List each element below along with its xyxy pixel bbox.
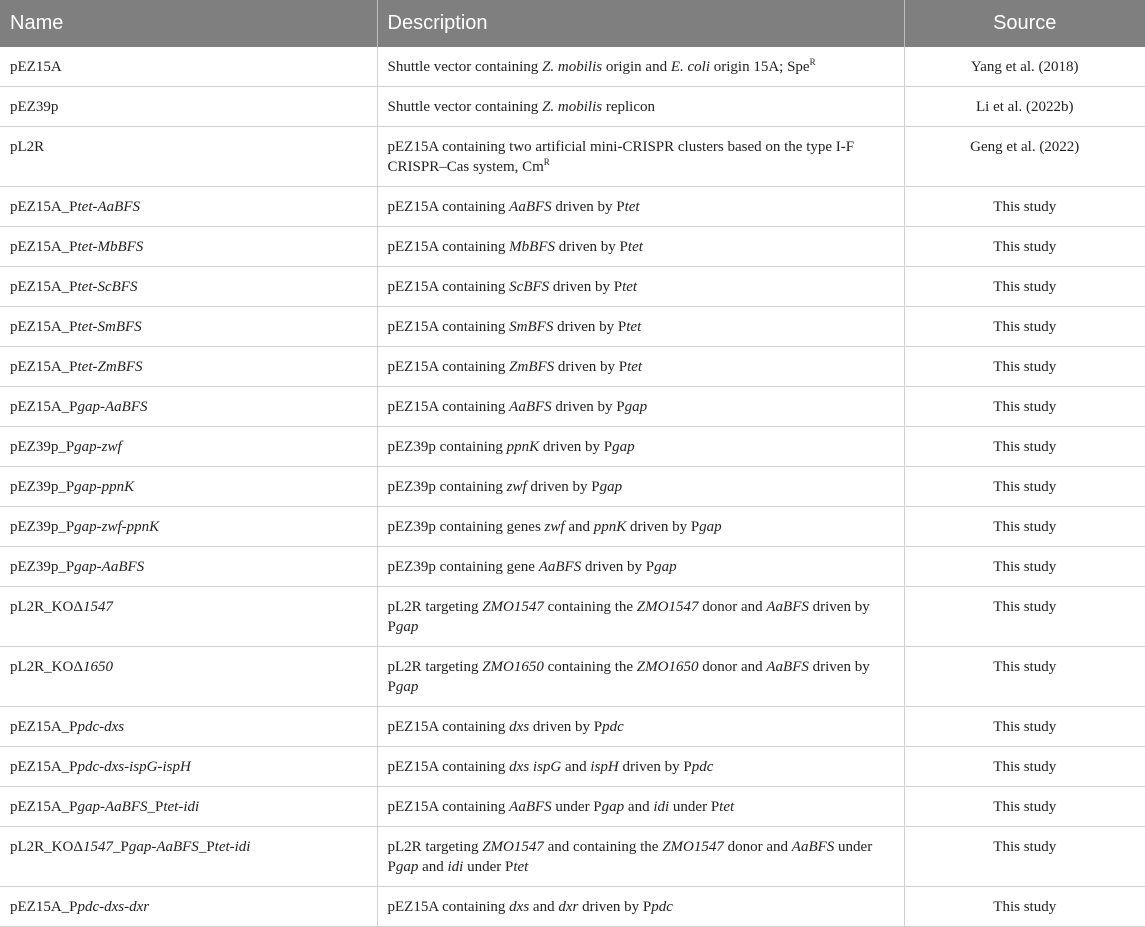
cell-source: This study <box>993 899 1057 915</box>
cell-description: pL2R targeting ZMO1547 and containing the ZMO1547 donor and AaBFS under Pgap and idi under Ptet <box>377 827 904 887</box>
cell-description: pEZ39p containing ppnK driven by Pgap <box>377 427 904 467</box>
cell-name: pEZ15A_Ptet-AaBFS <box>0 187 377 227</box>
cell-source: This study <box>993 599 1057 615</box>
cell-description: Shuttle vector containing Z. mobilis origin and E. coli origin 15A; Spe$^R$ <box>377 47 904 87</box>
table-row <box>0 887 1145 927</box>
cell-name: pEZ15A_Ppdc-dxs <box>0 707 377 747</box>
table-row <box>0 507 1145 547</box>
table-row <box>0 387 1145 427</box>
cell-source: This study <box>993 319 1057 335</box>
table-body <box>0 47 1145 927</box>
cell-description: pEZ15A containing MbBFS driven by Ptet <box>377 227 904 267</box>
cell-name: pEZ39p_Pgap-ppnK <box>0 467 377 507</box>
cell-source: This study <box>993 719 1057 735</box>
table-row <box>0 47 1145 87</box>
table-row <box>0 267 1145 307</box>
table-row <box>0 227 1145 267</box>
cell-name: pEZ15A_Ppdc-dxs-dxr <box>0 887 377 927</box>
table-row <box>0 467 1145 507</box>
header-source: Source <box>993 12 1057 34</box>
cell-source: Li et al. (2022b) <box>976 99 1074 115</box>
cell-name: pL2R_KOΔ1547_Pgap-AaBFS_Ptet-idi <box>0 827 377 887</box>
cell-description: pEZ15A containing ZmBFS driven by Ptet <box>377 347 904 387</box>
table-row <box>0 87 1145 127</box>
cell-source: This study <box>993 519 1057 535</box>
table-row <box>0 827 1145 887</box>
cell-name: pEZ15A_Ptet-ScBFS <box>0 267 377 307</box>
cell-name: pEZ15A_Pgap-AaBFS <box>0 387 377 427</box>
cell-source: This study <box>993 439 1057 455</box>
table-row <box>0 187 1145 227</box>
cell-source: This study <box>993 359 1057 375</box>
cell-description: pEZ15A containing AaBFS under Pgap and idi under Ptet <box>377 787 904 827</box>
cell-description: pL2R targeting ZMO1547 containing the ZMO1547 donor and AaBFS driven by Pgap <box>377 587 904 647</box>
cell-source: This study <box>993 239 1057 255</box>
cell-source: This study <box>993 399 1057 415</box>
cell-name: pEZ39p_Pgap-AaBFS <box>0 547 377 587</box>
cell-name: pEZ15A <box>0 47 377 87</box>
header-row <box>0 0 1145 47</box>
cell-name: pEZ15A_Ptet-ZmBFS <box>0 347 377 387</box>
table-row <box>0 127 1145 187</box>
table-row <box>0 787 1145 827</box>
cell-name: pEZ15A_Pgap-AaBFS_Ptet-idi <box>0 787 377 827</box>
cell-source: This study <box>993 279 1057 295</box>
cell-description: Shuttle vector containing Z. mobilis replicon <box>377 87 904 127</box>
cell-source: This study <box>993 559 1057 575</box>
cell-name: pL2R_KOΔ1650 <box>0 647 377 707</box>
table-header <box>0 0 1145 47</box>
cell-name: pEZ39p_Pgap-zwf-ppnK <box>0 507 377 547</box>
table-row <box>0 587 1145 647</box>
cell-source: This study <box>993 839 1057 855</box>
cell-name: pEZ15A_Ptet-MbBFS <box>0 227 377 267</box>
table-row <box>0 347 1145 387</box>
cell-description: pEZ39p containing gene AaBFS driven by Pgap <box>377 547 904 587</box>
cell-source: Yang et al. (2018) <box>970 59 1079 75</box>
cell-name: pEZ39p <box>0 87 377 127</box>
cell-source: Geng et al. (2022) <box>970 139 1080 155</box>
cell-description: pEZ15A containing SmBFS driven by Ptet <box>377 307 904 347</box>
cell-name: pEZ15A_Ptet-SmBFS <box>0 307 377 347</box>
cell-description: pEZ15A containing ScBFS driven by Ptet <box>377 267 904 307</box>
table-row <box>0 747 1145 787</box>
table-row <box>0 647 1145 707</box>
cell-source: This study <box>993 759 1057 775</box>
cell-name: pEZ39p_Pgap-zwf <box>0 427 377 467</box>
cell-description: pL2R targeting ZMO1650 containing the ZMO1650 donor and AaBFS driven by Pgap <box>377 647 904 707</box>
cell-description: pEZ39p containing zwf driven by Pgap <box>377 467 904 507</box>
cell-source: This study <box>993 479 1057 495</box>
cell-name: pEZ15A_Ppdc-dxs-ispG-ispH <box>0 747 377 787</box>
cell-source: This study <box>993 659 1057 675</box>
cell-name: pL2R <box>0 127 377 187</box>
cell-source: This study <box>993 799 1057 815</box>
cell-description: pEZ39p containing genes zwf and ppnK driven by Pgap <box>377 507 904 547</box>
table-row <box>0 307 1145 347</box>
cell-name: pL2R_KOΔ1547 <box>0 587 377 647</box>
cell-description: pEZ15A containing dxs and dxr driven by Ppdc <box>377 887 904 927</box>
cell-description: pEZ15A containing dxs driven by Ppdc <box>377 707 904 747</box>
cell-source: This study <box>993 199 1057 215</box>
table-row <box>0 707 1145 747</box>
cell-description: pEZ15A containing two artificial mini-CRISPR clusters based on the type I-F CRISPR–Cas system, $Cm^R$ <box>377 127 904 187</box>
table-row <box>0 427 1145 467</box>
cell-description: pEZ15A containing AaBFS driven by Pgap <box>377 387 904 427</box>
header-description: Description <box>377 0 904 47</box>
cell-description: pEZ15A containing AaBFS driven by Ptet <box>377 187 904 227</box>
header-name: Name <box>0 0 377 47</box>
table-row <box>0 547 1145 587</box>
cell-description: pEZ15A containing dxs ispG and ispH driven by Ppdc <box>377 747 904 787</box>
